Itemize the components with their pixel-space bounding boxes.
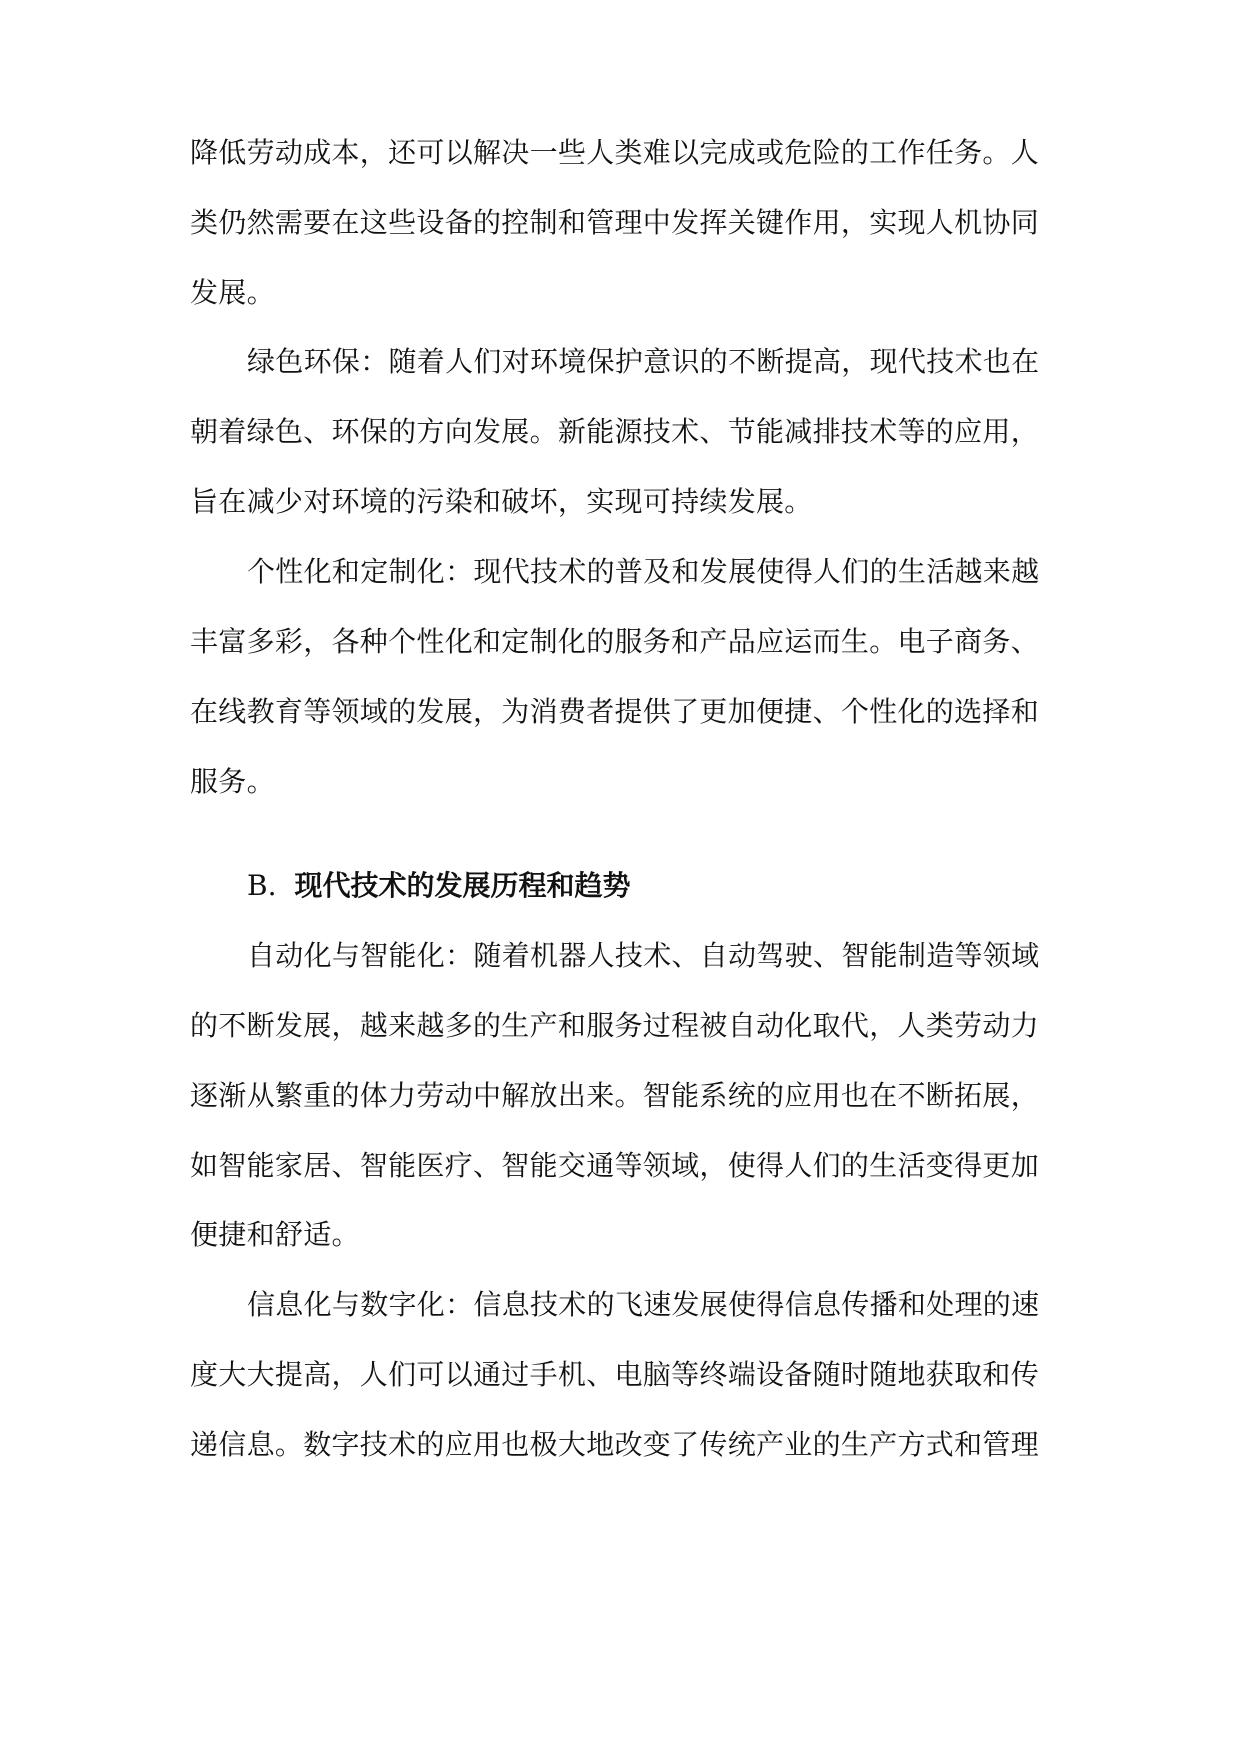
text-line: 的不断发展，越来越多的生产和服务过程被自动化取代，人类劳动力: [190, 1009, 1040, 1042]
text-line: 如智能家居、智能医疗、智能交通等领域，使得人们的生活变得更加: [190, 1149, 1040, 1182]
text-line: 降低劳动成本，还可以解决一些人类难以完成或危险的工作任务。人: [190, 136, 1040, 169]
text-line: 便捷和舒适。: [190, 1218, 360, 1251]
text-line: 度大大提高，人们可以通过手机、电脑等终端设备随时随地获取和传: [190, 1358, 1040, 1391]
text-line: 逐渐从繁重的体力劳动中解放出来。智能系统的应用也在不断拓展，: [190, 1079, 1040, 1112]
section-title: 现代技术的发展历程和趋势: [294, 869, 631, 902]
text-line: 递信息。数字技术的应用也极大地改变了传统产业的生产方式和管理: [190, 1428, 1040, 1461]
text-line: 丰富多彩，各种个性化和定制化的服务和产品应运而生。电子商务、: [190, 625, 1040, 658]
text-line: 发展。: [190, 276, 275, 309]
text-line: 服务。: [190, 765, 275, 798]
section-number: B.: [247, 869, 277, 902]
text-line: 朝着绿色、环保的方向发展。新能源技术、节能减排技术等的应用，: [190, 415, 1040, 448]
text-line: 类仍然需要在这些设备的控制和管理中发挥关键作用，实现人机协同: [190, 206, 1040, 239]
text-line: 绿色环保：随着人们对环境保护意识的不断提高，现代技术也在: [247, 345, 1040, 378]
text-line: 在线教育等领域的发展，为消费者提供了更加便捷、个性化的选择和: [190, 695, 1040, 728]
text-line: 信息化与数字化：信息技术的飞速发展使得信息传播和处理的速: [247, 1288, 1040, 1321]
text-line: 旨在减少对环境的污染和破坏，实现可持续发展。: [190, 485, 813, 518]
text-line: 个性化和定制化：现代技术的普及和发展使得人们的生活越来越: [247, 555, 1040, 588]
text-line: 自动化与智能化：随着机器人技术、自动驾驶、智能制造等领域: [247, 939, 1040, 972]
section-heading: [247, 866, 631, 906]
